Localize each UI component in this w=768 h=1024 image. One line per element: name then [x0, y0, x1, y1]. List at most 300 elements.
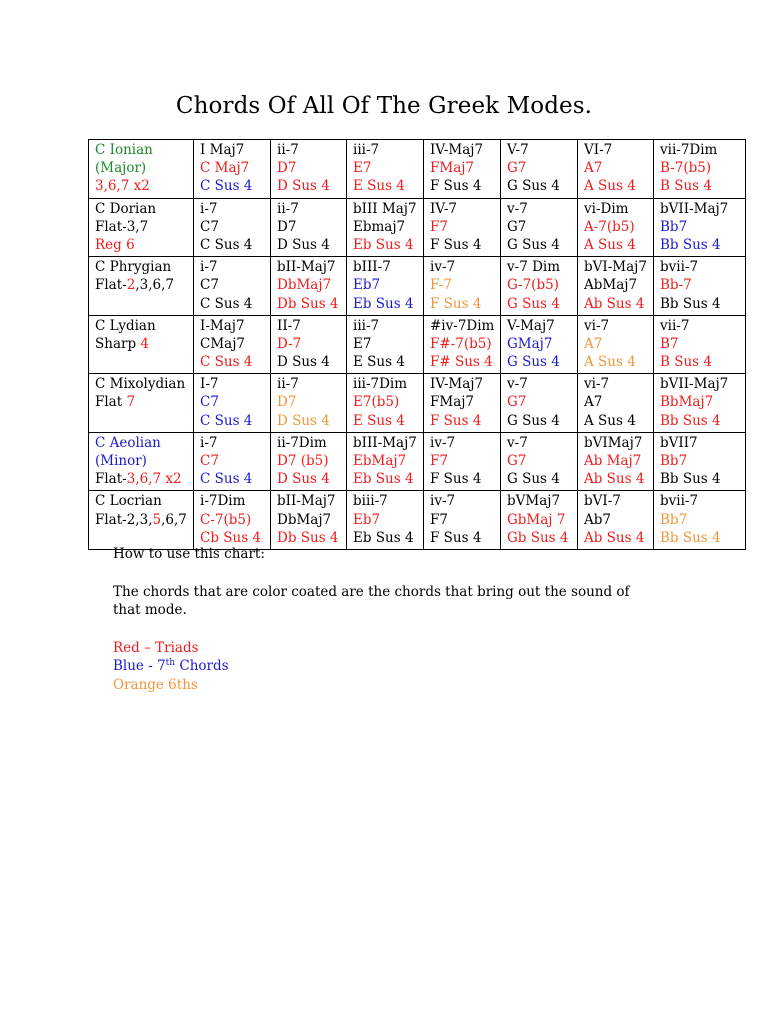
- cell-text: C Aeolian: [95, 434, 161, 451]
- cell-line: [660, 470, 745, 488]
- cell-text: A Sus 4: [584, 354, 636, 371]
- cell-line: [507, 200, 577, 218]
- usage-notes: [113, 545, 653, 695]
- chord-cell: [194, 198, 271, 257]
- cell-line: [660, 141, 745, 159]
- cell-text: Eb7: [353, 511, 381, 528]
- chord-cell: [501, 374, 578, 433]
- cell-line: [584, 452, 653, 470]
- cell-line: [660, 393, 745, 411]
- cell-line: [353, 452, 423, 470]
- cell-line: [430, 258, 500, 276]
- cell-line: [584, 317, 653, 335]
- chord-cell: [501, 198, 578, 257]
- cell-line: [353, 353, 423, 371]
- cell-line: [200, 492, 270, 510]
- cell-text: V-Maj7: [507, 317, 555, 334]
- cell-line: [430, 295, 500, 313]
- chord-cell: [424, 315, 501, 374]
- cell-text: E Sus 4: [353, 354, 405, 371]
- cell-text: ,6,7: [161, 511, 187, 528]
- cell-text: GMaj7: [507, 335, 553, 352]
- cell-line: [277, 276, 346, 294]
- cell-line: [200, 452, 270, 470]
- cell-text: GbMaj 7: [507, 511, 566, 528]
- cell-text: C Locrian: [95, 493, 162, 510]
- cell-line: [277, 141, 346, 159]
- cell-line: [660, 452, 745, 470]
- cell-text: C Phrygian: [95, 259, 172, 276]
- cell-text: FMaj7: [430, 394, 475, 411]
- cell-line: [200, 177, 270, 195]
- cell-text: iv-7: [430, 434, 456, 451]
- cell-text: G Sus 4: [507, 295, 560, 312]
- cell-text: bVI-7: [584, 493, 621, 510]
- cell-line: [660, 492, 745, 510]
- cell-line: [430, 375, 500, 393]
- cell-line: [353, 375, 423, 393]
- cell-text: A7: [584, 394, 603, 411]
- cell-text: D7: [277, 394, 297, 411]
- cell-line: [353, 177, 423, 195]
- cell-line: [353, 258, 423, 276]
- cell-text: F Sus 4: [430, 412, 482, 429]
- chord-cell: [424, 257, 501, 316]
- cell-text: FMaj7: [430, 160, 475, 177]
- chord-cell: [501, 140, 578, 199]
- cell-line: [660, 177, 745, 195]
- cell-text: G7: [507, 160, 527, 177]
- cell-line: [95, 470, 193, 488]
- cell-text: bVI-Maj7: [584, 259, 647, 276]
- cell-line: [507, 141, 577, 159]
- cell-line: [200, 470, 270, 488]
- cell-line: [507, 452, 577, 470]
- cell-line: [200, 258, 270, 276]
- page-title: Chords Of All Of The Greek Modes.: [175, 93, 593, 119]
- cell-text: F7: [430, 453, 448, 469]
- cell-line: [430, 470, 500, 488]
- cell-line: [95, 258, 193, 276]
- cell-line: [200, 141, 270, 159]
- chord-cell: [271, 315, 347, 374]
- cell-text: Bb-7: [660, 277, 692, 294]
- cell-line: [95, 393, 193, 411]
- cell-line: [507, 317, 577, 335]
- cell-text: D Sus 4: [277, 354, 330, 371]
- cell-text: Ab7: [584, 511, 611, 528]
- chord-cell: [501, 432, 578, 491]
- chord-cell: [578, 315, 654, 374]
- cell-line: [95, 492, 193, 510]
- cell-text: v-7: [507, 200, 528, 217]
- chord-cell: [654, 432, 746, 491]
- cell-line: [277, 200, 346, 218]
- mode-row: [89, 140, 746, 199]
- cell-line: [660, 295, 745, 313]
- cell-text: Bb Sus 4: [660, 529, 721, 546]
- cell-text: D7: [277, 160, 297, 177]
- cell-line: [507, 470, 577, 488]
- mode-name-cell: [89, 315, 194, 374]
- cell-text: Flat-: [95, 277, 127, 294]
- cell-text: 4: [140, 335, 149, 352]
- cell-text: vi-7: [584, 317, 610, 334]
- cell-text: C7: [200, 218, 219, 235]
- chord-cell: [578, 374, 654, 433]
- chord-cell: [271, 198, 347, 257]
- cell-line: [353, 412, 423, 430]
- cell-line: [353, 434, 423, 452]
- cell-line: [200, 317, 270, 335]
- cell-line: [353, 276, 423, 294]
- cell-text: 3,6,7 x2: [95, 178, 150, 195]
- cell-text: G Sus 4: [507, 354, 560, 371]
- cell-text: v-7 Dim: [507, 259, 561, 276]
- cell-text: DbMaj7: [277, 277, 332, 294]
- cell-line: [95, 218, 193, 236]
- cell-text: G Sus 4: [507, 236, 560, 253]
- chord-cell: [271, 432, 347, 491]
- cell-text: C Sus 4: [200, 354, 253, 371]
- cell-text: C Dorian: [95, 200, 157, 217]
- cell-text: Ab Maj7: [584, 453, 642, 469]
- chord-cell: [271, 491, 347, 550]
- cell-text: #iv-7Dim: [430, 317, 495, 334]
- mode-name-cell: [89, 491, 194, 550]
- cell-line: [353, 511, 423, 529]
- cell-text: 7: [126, 394, 136, 411]
- cell-line: [277, 511, 346, 529]
- notes-heading: How to use this chart:: [113, 546, 265, 562]
- cell-text: Db Sus 4: [277, 295, 339, 312]
- cell-line: [507, 218, 577, 236]
- cell-text: F7: [430, 511, 448, 528]
- cell-line: [277, 335, 346, 353]
- cell-text: ii-7: [277, 142, 299, 158]
- cell-text: Eb Sus 4: [353, 236, 414, 253]
- cell-text: F# Sus 4: [430, 354, 493, 371]
- cell-line: [660, 276, 745, 294]
- chord-cell: [194, 374, 271, 433]
- cell-line: [584, 393, 653, 411]
- cell-line: [430, 412, 500, 430]
- cell-text: D-7: [277, 335, 302, 352]
- chord-cell: [347, 432, 424, 491]
- cell-text: v-7: [507, 376, 528, 393]
- cell-line: [95, 177, 193, 195]
- cell-line: [277, 159, 346, 177]
- cell-line: [660, 218, 745, 236]
- chord-cell: [271, 374, 347, 433]
- cell-line: [277, 470, 346, 488]
- cell-line: [200, 375, 270, 393]
- cell-text: IV-7: [430, 200, 457, 217]
- cell-text: A7: [584, 160, 603, 177]
- cell-line: [200, 511, 270, 529]
- cell-text: vi-Dim: [584, 200, 629, 217]
- cell-text: Bb7: [660, 511, 688, 528]
- cell-line: [660, 375, 745, 393]
- chord-cell: [578, 432, 654, 491]
- cell-line: [584, 470, 653, 488]
- legend-orange: Orange 6ths: [113, 676, 198, 693]
- cell-line: [200, 393, 270, 411]
- cell-text: Bb7: [660, 453, 688, 469]
- cell-text: A Sus 4: [584, 236, 636, 253]
- chord-cell: [347, 374, 424, 433]
- cell-line: [200, 236, 270, 254]
- chord-cell: [424, 140, 501, 199]
- cell-line: [95, 295, 193, 313]
- cell-text: G Sus 4: [507, 412, 560, 429]
- chord-cell: [424, 374, 501, 433]
- cell-line: [95, 434, 193, 452]
- cell-line: [584, 258, 653, 276]
- cell-line: [584, 492, 653, 510]
- cell-text: 2: [126, 277, 136, 294]
- cell-line: [660, 200, 745, 218]
- cell-text: BbMaj7: [660, 394, 714, 411]
- cell-line: [95, 412, 193, 430]
- cell-text: i-7: [200, 259, 218, 276]
- cell-text: C7: [200, 394, 219, 411]
- cell-text: I-Maj7: [200, 317, 245, 334]
- cell-line: [200, 276, 270, 294]
- cell-text: Eb7: [353, 277, 381, 294]
- cell-text: D Sus 4: [277, 471, 330, 488]
- cell-line: [353, 335, 423, 353]
- chord-cell: [654, 315, 746, 374]
- mode-name-cell: [89, 432, 194, 491]
- cell-text: B Sus 4: [660, 178, 712, 195]
- cell-line: [353, 470, 423, 488]
- chord-cell: [578, 491, 654, 550]
- mode-row: [89, 198, 746, 257]
- chord-cell: [501, 257, 578, 316]
- cell-text: F-7: [430, 277, 452, 294]
- cell-line: [660, 258, 745, 276]
- cell-line: [277, 236, 346, 254]
- cell-line: [353, 200, 423, 218]
- cell-line: [430, 317, 500, 335]
- cell-text: bVMaj7: [507, 493, 561, 510]
- cell-text: D Sus 4: [277, 236, 330, 253]
- cell-line: [507, 258, 577, 276]
- cell-line: [430, 218, 500, 236]
- cell-text: A7: [584, 335, 603, 352]
- cell-text: E7: [353, 335, 372, 352]
- cell-text: D Sus 4: [277, 412, 330, 429]
- cell-line: [95, 511, 193, 529]
- cell-text: IV-Maj7: [430, 142, 484, 158]
- cell-text: C Ionian: [95, 142, 153, 158]
- mode-name-cell: [89, 257, 194, 316]
- cell-text: iv-7: [430, 259, 456, 276]
- cell-text: vii-7: [660, 317, 690, 334]
- cell-text: G Sus 4: [507, 178, 560, 195]
- cell-text: iii-7Dim: [353, 376, 408, 393]
- cell-text: 5: [152, 511, 162, 528]
- cell-text: B-7(b5): [660, 160, 712, 177]
- mode-name-cell: [89, 140, 194, 199]
- cell-line: [507, 353, 577, 371]
- modes-chord-table: [88, 139, 746, 550]
- cell-text: ii-7: [277, 376, 299, 393]
- cell-line: [507, 511, 577, 529]
- legend-blue-sup: th: [165, 658, 176, 669]
- cell-text: C Sus 4: [200, 295, 253, 312]
- cell-line: [353, 393, 423, 411]
- cell-line: [430, 159, 500, 177]
- cell-line: [660, 434, 745, 452]
- cell-line: [95, 200, 193, 218]
- cell-text: bvii-7: [660, 493, 699, 510]
- chord-cell: [194, 140, 271, 199]
- cell-line: [277, 177, 346, 195]
- chord-cell: [347, 491, 424, 550]
- cell-line: [277, 353, 346, 371]
- chord-cell: [424, 198, 501, 257]
- legend-blue: [113, 657, 653, 676]
- cell-text: Sharp: [95, 335, 141, 352]
- chord-cell: [194, 315, 271, 374]
- cell-text: C-7(b5): [200, 511, 252, 528]
- cell-text: i-7Dim: [200, 493, 246, 510]
- cell-text: C Sus 4: [200, 471, 253, 488]
- cell-text: A Sus 4: [584, 178, 636, 195]
- cell-text: D7: [277, 218, 297, 235]
- cell-text: Bb Sus 4: [660, 412, 721, 429]
- cell-line: [507, 393, 577, 411]
- cell-text: C Sus 4: [200, 236, 253, 253]
- cell-line: [200, 335, 270, 353]
- legend-blue-suffix: Chords: [175, 658, 229, 675]
- cell-line: [584, 434, 653, 452]
- chord-cell: [578, 140, 654, 199]
- cell-text: 3,6,7 x2: [126, 471, 182, 488]
- cell-text: ,3,6,7: [135, 277, 174, 294]
- cell-line: [430, 141, 500, 159]
- cell-line: [430, 236, 500, 254]
- cell-line: [200, 412, 270, 430]
- cell-line: [95, 276, 193, 294]
- cell-text: bvii-7: [660, 259, 699, 276]
- cell-text: C7: [200, 453, 219, 469]
- cell-text: A Sus 4: [584, 412, 636, 429]
- cell-text: Flat-: [95, 471, 127, 488]
- cell-text: F Sus 4: [430, 295, 482, 312]
- cell-line: [95, 452, 193, 470]
- cell-text: Reg 6: [95, 236, 135, 253]
- cell-text: Eb Sus 4: [353, 529, 414, 546]
- cell-text: F Sus 4: [430, 529, 482, 546]
- cell-text: E Sus 4: [353, 412, 405, 429]
- cell-line: [507, 375, 577, 393]
- cell-text: C7: [200, 277, 219, 294]
- chord-cell: [654, 140, 746, 199]
- cell-text: bVII7: [660, 434, 698, 451]
- cell-text: V-7: [507, 142, 529, 158]
- cell-text: F#-7(b5): [430, 335, 492, 352]
- cell-line: [200, 295, 270, 313]
- cell-line: [507, 492, 577, 510]
- cell-text: i-7: [200, 434, 218, 451]
- cell-text: v-7: [507, 434, 528, 451]
- cell-text: B Sus 4: [660, 354, 712, 371]
- cell-line: [277, 258, 346, 276]
- cell-text: F Sus 4: [430, 471, 482, 488]
- cell-text: Bb7: [660, 218, 688, 235]
- cell-text: Eb Sus 4: [353, 295, 414, 312]
- cell-text: G7: [507, 394, 527, 411]
- cell-line: [430, 177, 500, 195]
- cell-line: [430, 276, 500, 294]
- cell-line: [584, 141, 653, 159]
- cell-text: iii-7: [353, 142, 380, 158]
- cell-line: [584, 412, 653, 430]
- cell-text: vii-7Dim: [660, 142, 718, 158]
- cell-line: [660, 335, 745, 353]
- cell-line: [507, 236, 577, 254]
- cell-text: C Lydian: [95, 317, 156, 334]
- cell-line: [584, 218, 653, 236]
- cell-line: [353, 317, 423, 335]
- cell-text: bIII-7: [353, 259, 391, 276]
- cell-line: [660, 412, 745, 430]
- cell-line: [430, 452, 500, 470]
- cell-text: EbMaj7: [353, 453, 407, 469]
- cell-line: [277, 452, 346, 470]
- cell-line: [507, 434, 577, 452]
- cell-text: DbMaj7: [277, 511, 332, 528]
- cell-line: [584, 276, 653, 294]
- cell-text: Bb Sus 4: [660, 295, 721, 312]
- cell-text: C Sus 4: [200, 178, 253, 195]
- chord-cell: [347, 198, 424, 257]
- cell-text: I Maj7: [200, 142, 245, 158]
- cell-line: [353, 159, 423, 177]
- cell-line: [660, 529, 745, 547]
- cell-text: bII-Maj7: [277, 259, 336, 276]
- cell-text: vi-7: [584, 376, 610, 393]
- legend-red: Red – Triads: [113, 639, 199, 656]
- cell-text: Flat-2,3,: [95, 511, 153, 528]
- cell-line: [95, 317, 193, 335]
- cell-text: F Sus 4: [430, 178, 482, 195]
- cell-line: [95, 335, 193, 353]
- cell-text: Bb Sus 4: [660, 236, 721, 253]
- cell-line: [430, 434, 500, 452]
- cell-text: bII-Maj7: [277, 493, 336, 510]
- cell-line: [660, 353, 745, 371]
- cell-text: G7: [507, 218, 527, 235]
- cell-text: C Maj7: [200, 160, 250, 177]
- chord-cell: [271, 257, 347, 316]
- cell-text: iii-7: [353, 317, 380, 334]
- cell-text: G-7(b5): [507, 277, 559, 294]
- cell-line: [277, 218, 346, 236]
- cell-text: VI-7: [584, 142, 613, 158]
- chord-cell: [501, 315, 578, 374]
- cell-line: [584, 375, 653, 393]
- cell-text: IV-Maj7: [430, 376, 484, 393]
- notes-body: The chords that are color coated are the chords that bring out the sound of that mode.: [113, 583, 630, 619]
- cell-line: [200, 434, 270, 452]
- cell-line: [95, 141, 193, 159]
- cell-text: E7: [353, 160, 372, 177]
- chord-cell: [654, 198, 746, 257]
